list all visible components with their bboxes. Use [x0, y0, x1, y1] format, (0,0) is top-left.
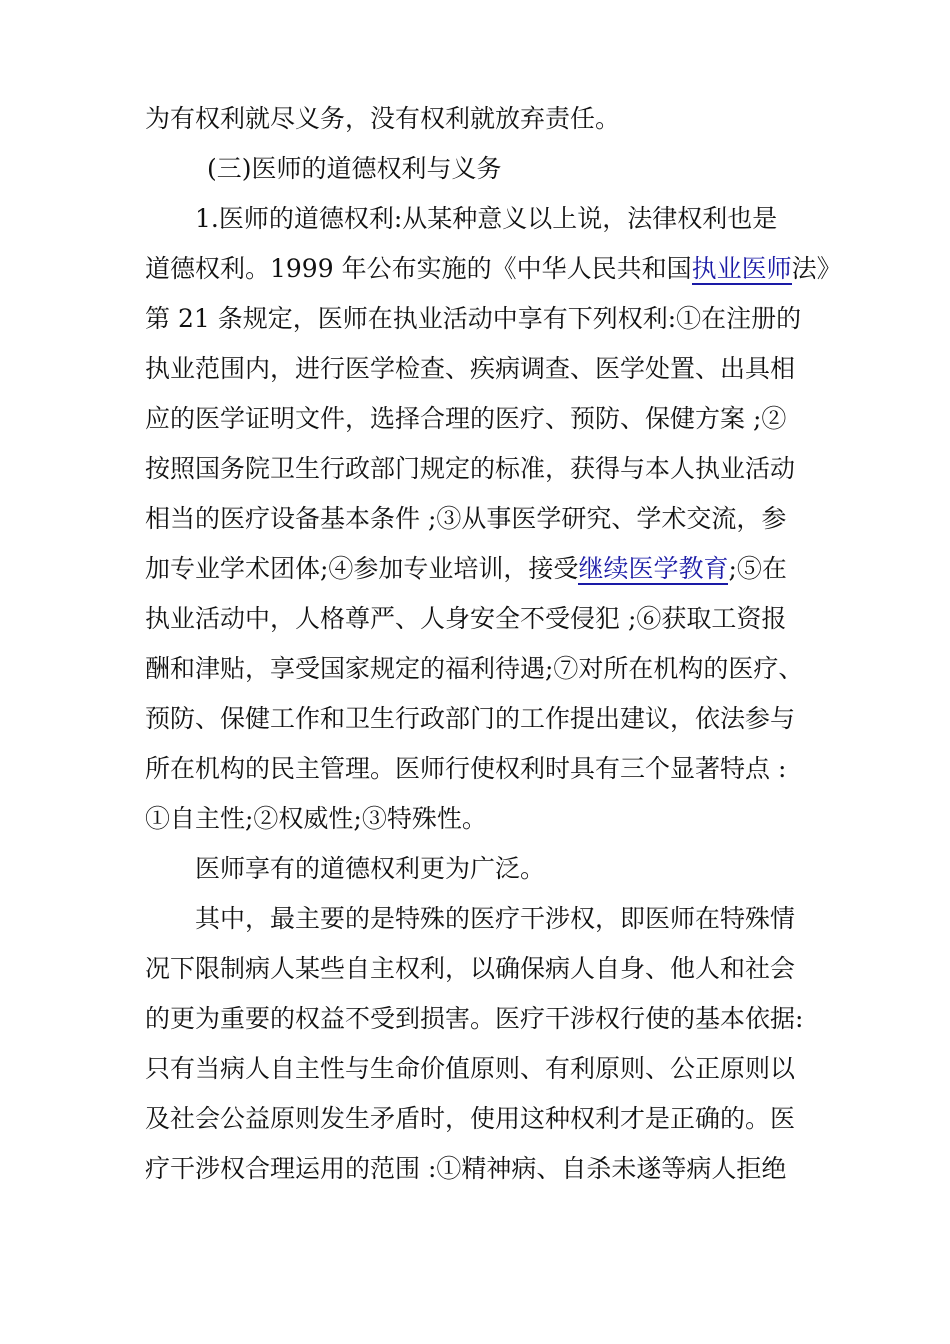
paragraph-line: 相当的医疗设备基本条件 ;③从事医学研究、学术交流，参 [145, 504, 787, 533]
paragraph-line: 况下限制病人某些自主权利，以确保病人自身、他人和社会 [145, 954, 796, 983]
paragraph-line: 及社会公益原则发生矛盾时，使用这种权利才是正确的。医 [145, 1104, 796, 1133]
paragraph-line: 疗干涉权合理运用的范围 :①精神病、自杀未遂等病人拒绝 [145, 1154, 787, 1183]
paragraph-line: 应的医学证明文件，选择合理的医疗、预防、保健方案 ;② [145, 404, 787, 433]
body-text [145, 94, 842, 1194]
paragraph-line: 医师享有的道德权利更为广泛。 [195, 854, 546, 883]
link-continuing-education[interactable]: 继续医学教育 [578, 554, 729, 583]
paragraph-line: 酬和津贴，享受国家规定的福利待遇;⑦对所在机构的医疗、 [145, 654, 804, 683]
paragraph-line: 其中，最主要的是特殊的医疗干涉权，即医师在特殊情 [195, 904, 796, 933]
link-practicing-physician[interactable]: 执业医师 [691, 254, 792, 283]
paragraph-line: 加专业学术团体;④参加专业培训，接受继续医学教育;⑤在 [145, 554, 787, 583]
paragraph-line: 1.医师的道德权利:从某种意义以上说，法律权利也是 [195, 204, 778, 233]
paragraph-line: 执业范围内，进行医学检查、疾病调查、医学处置、出具相 [145, 354, 796, 383]
paragraph-line: 按照国务院卫生行政部门规定的标准，获得与本人执业活动 [145, 454, 796, 483]
section-heading: (三)医师的道德权利与义务 [207, 154, 502, 183]
paragraph-line: 为有权利就尽义务，没有权利就放弃责任。 [145, 104, 621, 133]
paragraph-line: 第 21 条规定，医师在执业活动中享有下列权利:①在注册的 [145, 304, 802, 333]
paragraph-line: ①自主性;②权威性;③特殊性。 [145, 804, 487, 833]
paragraph-line: 所在机构的民主管理。医师行使权利时具有三个显著特点 : [145, 754, 787, 783]
paragraph-line: 只有当病人自主性与生命价值原则、有利原则、公正原则以 [145, 1054, 796, 1083]
paragraph-line: 道德权利。1999 年公布实施的《中华人民共和国执业医师法》 [145, 254, 842, 283]
paragraph-line: 预防、保健工作和卫生行政部门的工作提出建议，依法参与 [145, 704, 796, 733]
paragraph-line: 执业活动中，人格尊严、人身安全不受侵犯 ;⑥获取工资报 [145, 604, 787, 633]
paragraph-line: 的更为重要的权益不受到损害。医疗干涉权行使的基本依据: [145, 1004, 804, 1033]
